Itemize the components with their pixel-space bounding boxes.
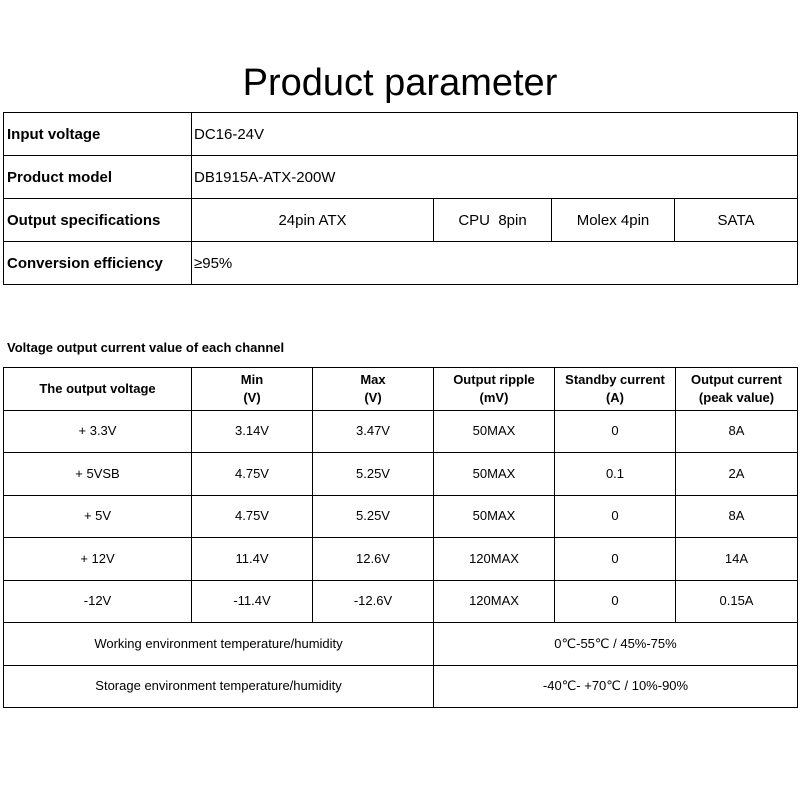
table-cell: + 3.3V: [4, 410, 192, 453]
column-header: Min (V): [192, 368, 313, 411]
table-cell: 4.75V: [192, 495, 313, 538]
table-cell: 3.14V: [192, 410, 313, 453]
column-header: Output current (peak value): [676, 368, 798, 411]
param-value: DC16-24V: [192, 113, 798, 156]
table-row: [4, 453, 798, 496]
table-row: [4, 580, 798, 623]
table-cell: 3.47V: [313, 410, 434, 453]
output-spec-24pin: 24pin ATX: [192, 199, 434, 242]
table-cell: + 12V: [4, 538, 192, 581]
table-row: [4, 623, 798, 666]
table-cell: 0: [555, 410, 676, 453]
table-row: [4, 156, 798, 199]
output-spec-cpu: CPU 8pin: [434, 199, 552, 242]
table-cell: 8A: [676, 410, 798, 453]
table-row: [4, 410, 798, 453]
table-cell: 11.4V: [192, 538, 313, 581]
table-cell: -11.4V: [192, 580, 313, 623]
table-cell: 120MAX: [434, 538, 555, 581]
table-cell: 12.6V: [313, 538, 434, 581]
table-row: [4, 538, 798, 581]
page-title: Product parameter: [242, 62, 558, 104]
env-value: 0℃-55℃ / 45%-75%: [434, 623, 798, 666]
table-cell: 0: [555, 580, 676, 623]
table-cell: 0: [555, 538, 676, 581]
table-cell: 4.75V: [192, 453, 313, 496]
table-row: [4, 242, 798, 285]
table-cell: 14A: [676, 538, 798, 581]
column-header: Standby current (A): [555, 368, 676, 411]
table-cell: + 5V: [4, 495, 192, 538]
env-label: Storage environment temperature/humidity: [4, 665, 434, 708]
table-row: [4, 665, 798, 708]
product-parameter-table: [3, 112, 798, 285]
env-value: -40℃- +70℃ / 10%-90%: [434, 665, 798, 708]
table-row: [4, 495, 798, 538]
table-cell: 5.25V: [313, 453, 434, 496]
param-value: ≥95%: [192, 242, 798, 285]
env-label: Working environment temperature/humidity: [4, 623, 434, 666]
channel-section-title: Voltage output current value of each channel: [7, 340, 285, 355]
table-cell: 50MAX: [434, 410, 555, 453]
column-header: Max (V): [313, 368, 434, 411]
table-cell: 50MAX: [434, 453, 555, 496]
table-cell: -12.6V: [313, 580, 434, 623]
table-row: [4, 113, 798, 156]
channel-current-table: [3, 367, 798, 708]
table-cell: 0.15A: [676, 580, 798, 623]
output-spec-sata: SATA: [675, 199, 798, 242]
param-label: Product model: [4, 156, 192, 199]
table-cell: 0: [555, 495, 676, 538]
table-cell: 120MAX: [434, 580, 555, 623]
column-header: Output ripple (mV): [434, 368, 555, 411]
param-value: DB1915A-ATX-200W: [192, 156, 798, 199]
table-cell: 5.25V: [313, 495, 434, 538]
table-cell: 8A: [676, 495, 798, 538]
table-cell: 2A: [676, 453, 798, 496]
table-cell: 0.1: [555, 453, 676, 496]
table-cell: + 5VSB: [4, 453, 192, 496]
param-label: Output specifications: [4, 199, 192, 242]
column-header: The output voltage: [4, 368, 192, 411]
param-label: Input voltage: [4, 113, 192, 156]
table-header-row: [4, 368, 798, 411]
table-cell: -12V: [4, 580, 192, 623]
table-cell: 50MAX: [434, 495, 555, 538]
param-label: Conversion efficiency: [4, 242, 192, 285]
table-row: [4, 199, 798, 242]
output-spec-molex: Molex 4pin: [552, 199, 675, 242]
